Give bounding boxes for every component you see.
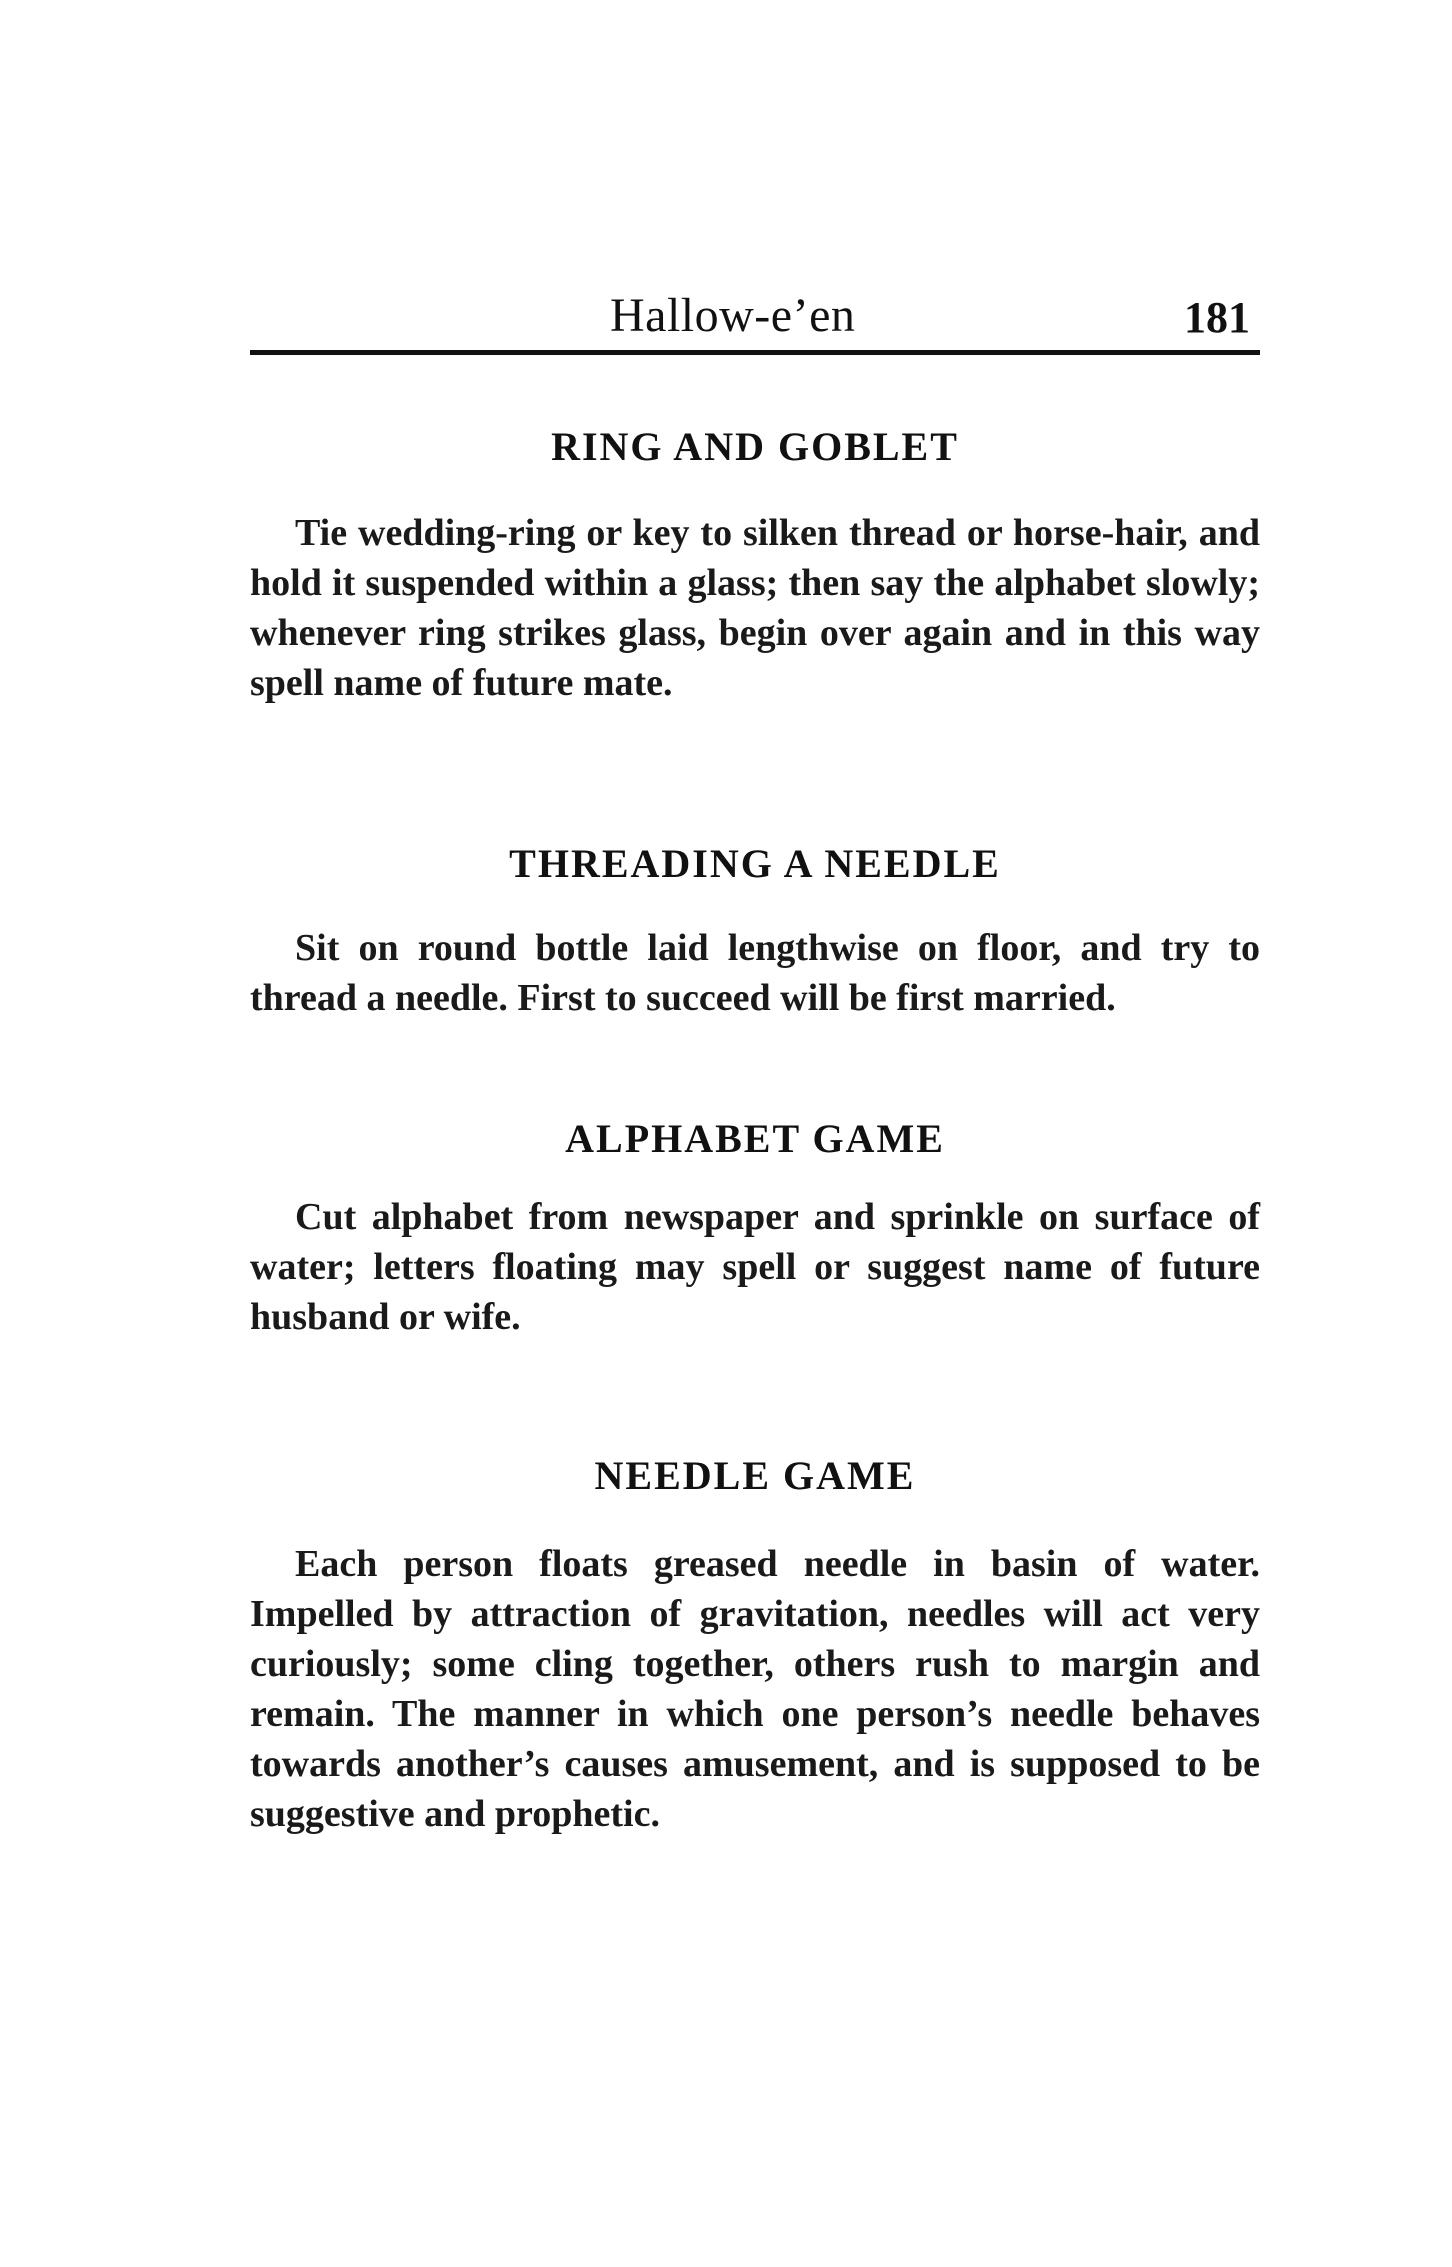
section-body-alphabet-game: Cut alphabet from newspaper and sprinkle on surface of water; letters floating may spell or suggest name of future husband or wife. bbox=[250, 1196, 1260, 1338]
section-heading-needle-game: NEEDLE GAME bbox=[594, 1453, 916, 1498]
section-body-ring-and-goblet: Tie wedding-ring or key to silken thread or horse-hair, and hold it suspended within a glass; then say the alphabet slowly; whenever ring strikes glass, begin over again and in this way spell name of future mate. bbox=[250, 512, 1260, 704]
running-head bbox=[250, 280, 1260, 350]
running-title: Hallow-e’en bbox=[610, 289, 856, 342]
book-page bbox=[250, 280, 1260, 1839]
section-heading-alphabet-game: ALPHABET GAME bbox=[565, 1116, 945, 1161]
page-number: 181 bbox=[1184, 293, 1250, 342]
section-body-threading-a-needle: Sit on round bottle laid lengthwise on floor, and try to thread a needle. First to succeed will be first married. bbox=[250, 927, 1260, 1019]
section-heading-threading-a-needle: THREADING A NEEDLE bbox=[509, 841, 1001, 886]
header-rule bbox=[250, 350, 1260, 355]
section-body-needle-game: Each person floats greased needle in basin of water. Impelled by attraction of gravitation, needles will act very curiously; some cling together, others rush to margin and remain. The manner in which one person’s needle behaves towards another’s causes amusement, and is supposed to be suggestive and prophetic. bbox=[250, 1543, 1260, 1835]
section-heading-ring-and-goblet: RING AND GOBLET bbox=[551, 424, 959, 469]
